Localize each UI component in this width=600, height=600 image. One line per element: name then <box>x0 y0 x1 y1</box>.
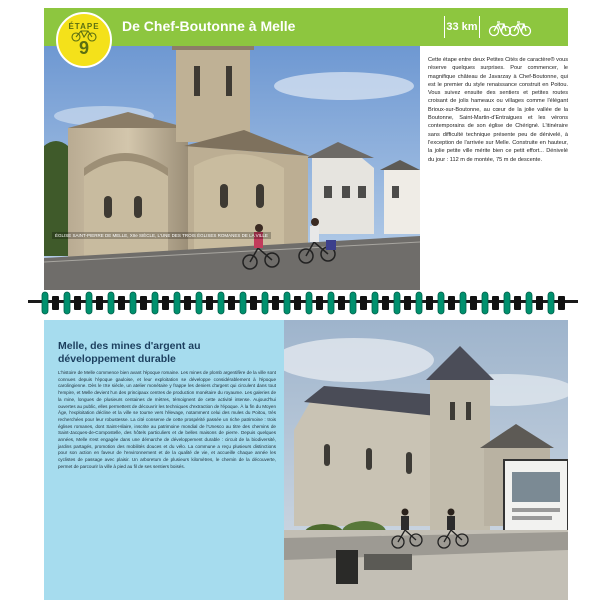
page-title: De Chef-Boutonne à Melle <box>122 18 296 34</box>
two-bikes-icon <box>488 16 532 38</box>
melle-church-photo <box>284 320 568 600</box>
etape-label: ÉTAPE <box>68 22 100 31</box>
church-saint-pierre-photo <box>44 46 420 290</box>
bottom-page <box>44 316 568 600</box>
info-box <box>44 320 284 600</box>
section-text: L'histoire de Melle commence bien avant l'époque romaine. Les mines de plomb argentifère de la ville sont connues depuis l'époque gauloise, et leur exploitation se développe considérablement à l'époque carolingienne. Dès le IXe siècle, un atelier monétaire y frappe les deniers d'argent qui circulent dans tout l'empire, et Melle devient l'un des principaux centres de production monétaire du royaume. Les galeries de la mine, longues de plusieurs centaines de mètres, témoignent de cette activité intense. Aujourd'hui ouvertes au public, elles permettent de découvrir les techniques d'extraction de l'époque. À la fin du Moyen Âge, l'exploitation décline et la ville se tourne vers l'élevage, notamment celui des mules du Poitou, très recherchées pour leur robustesse. La cité conserve de cette prospérité passée un riche patrimoine : trois églises romanes, dont Saint-Hilaire, inscrite au patrimoine mondial de l'Unesco au titre des chemins de Saint-Jacques-de-Compostelle, des hôtels particuliers et de belles maisons de pierre. Depuis quelques années, Melle s'est engagée dans une démarche de développement durable : circuit de la biodiversité, jardins partagés, promotion des mobilités douces et du vélo. La commune a reçu plusieurs distinctions pour son action en faveur de l'environnement et de la qualité de vie, et accueille chaque année les cyclistes de passage avec plaisir. Un arboretum de plusieurs kilomètres, le chemin de la découverte, permet de parcourir la ville à pied au fil de ses sentiers boisés. <box>58 370 276 469</box>
intro-text: Cette étape entre deux Petites Cités de caractère® vous réserve quelques surprises. Pour commencer, le magnifique château de Javarzay à Chef-Boutonne, qui est le premier du style renaissance construit en Poitou. Vous suivez ensuite des sentiers et petites routes croisant de jolis hameaux ou villages comme l'élégant Brioux-sur-Boutonne, au cœur de la jolie vallée de la Boutonne, Saint-Martin-d'Entraigues et les vérons contemporains de son église de Chérigné. L'itinéraire sans difficulté technique présente peu de dénivelé, à l'exception de l'arrivée sur Melle. Construite en hauteur, la jolie petite ville mérite bien ce petit effort... Dénivelé du jour : 112 m de montée, 75 m de descente. <box>428 57 569 163</box>
photo-caption: ÉGLISE SAINT-PIERRE DE MELLE, XIIe SIÈCLE, L'UNE DES TROIS ÉGLISES ROMANES DE LA VILLE <box>52 232 271 239</box>
section-title: Melle, des mines d'argent au développement durable <box>58 340 201 365</box>
etape-badge <box>56 12 112 68</box>
etape-number: 9 <box>78 38 89 58</box>
top-page <box>44 8 568 290</box>
spiral-binding <box>28 290 578 316</box>
distance-badge: 33 km <box>444 16 480 38</box>
